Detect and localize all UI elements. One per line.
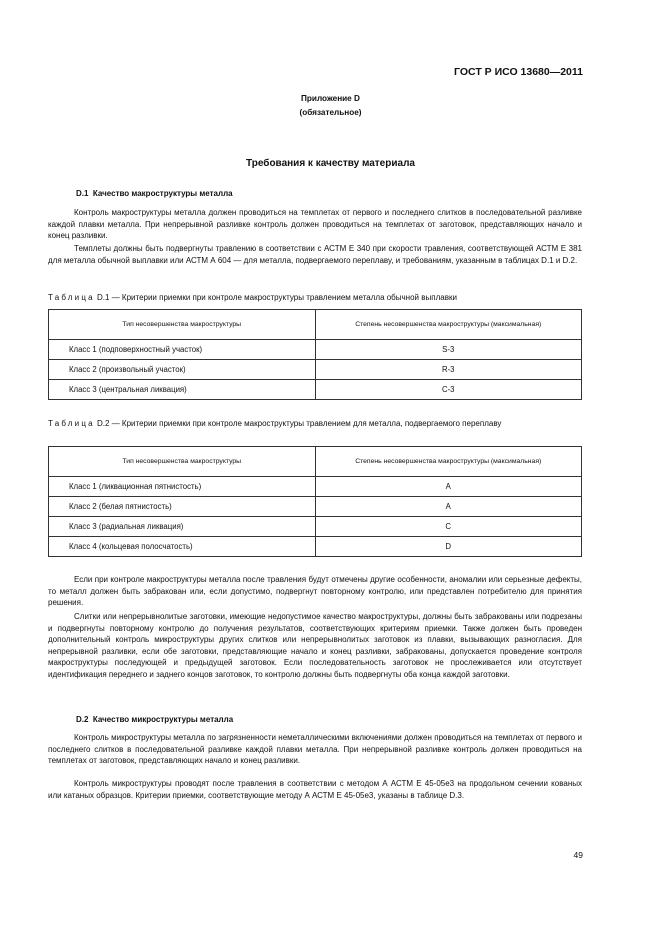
paragraph: Если при контроле макроструктуры металла после травления будут отмечены другие особенности, аномалии или серьезные дефекты, то металл должен быть забракован или, если допустимо, подвергнут повторному контролю, или представлен потребителю для принятия решения.	[48, 575, 582, 607]
section-heading-d2	[76, 715, 233, 724]
table-cell: Класс 2 (произвольный участок)	[49, 360, 316, 380]
table-cell: R-3	[315, 360, 582, 380]
table-cell: S-3	[315, 340, 582, 360]
table-caption-d2	[48, 418, 582, 429]
table-row	[49, 537, 582, 557]
table-cell: А	[315, 477, 582, 497]
table-d2	[48, 446, 582, 557]
table-row	[49, 360, 582, 380]
table-cell: А	[315, 497, 582, 517]
paragraph: Контроль макроструктуры металла должен проводиться на темплетах от первого и последнего слитков в последовательной разливке каждой плавки металла. При непрерывной разливке контроль должен проводиться на темплетах от заготовок, представляющих начало и конец разливки.	[48, 208, 582, 240]
column-header: Тип несовершенства макроструктуры	[49, 447, 316, 477]
main-title: Требования к качеству материала	[246, 158, 415, 169]
column-header: Степень несовершенства макроструктуры (максимальная)	[315, 310, 582, 340]
standard-designation: ГОСТ Р ИСО 13680—2011	[454, 66, 583, 78]
table-header-row	[49, 310, 582, 340]
paragraph: Контроль микроструктуры проводят после травления в соответствии с методом А АСТМ Е 45-05е3 на продольном сечении кованых или катаных образцов. Критерии приемки, соответствующие методу А АСТМ Е 45-05е3, указаны в таблице D.3.	[48, 779, 582, 800]
annex-status: (обязательное)	[299, 108, 362, 117]
paragraph: Слитки или непрерывнолитые заготовки, имеющие недопустимое качество макроструктуры, должны быть забракованы или подрезаны и подвергнуты повторному контролю до получения результатов, соответствующих критериям приемки. Также должен быть проведен дополнительный контроль микроструктуры других слитков или непрерывнолитых заготовок из плавки, вызывающих разногласия. Для непрерывной разливки, если обе заготовки, представляющие начало и конец разливки, забракованы, допускается проведение контроля макроструктуры последующей и предыдущей заготовок. Если последовательность заготовок не прослеживается или отсутствует идентификация переднего и заднего концов заготовок, то контролю должны быть подвергнуты оба конца каждой заготовки.	[48, 612, 582, 679]
table-row	[49, 380, 582, 400]
caption-text: D.2 — Критерии приемки при контроле макроструктуры травлением для металла, подвергаемого переплаву	[97, 419, 502, 428]
table-cell: С	[315, 517, 582, 537]
table-d1	[48, 309, 582, 400]
caption-text: D.1 — Критерии приемки при контроле макроструктуры травлением металла обычной выплавки	[97, 293, 457, 302]
section-title: Качество микроструктуры металла	[92, 715, 234, 724]
paragraph: Контроль микроструктуры металла по загрязненности неметаллическими включениями должен проводиться на темплетах от первого и последнего слитков в последовательной разливке каждой плавки металла. При непрерывной разливке контроль должен проводиться на темплетах от заготовок, представляющих начало и конец разливки.	[48, 733, 582, 765]
table-row	[49, 340, 582, 360]
table-cell: Класс 3 (центральная ликвация)	[49, 380, 316, 400]
table-row	[49, 497, 582, 517]
table-cell: С-3	[315, 380, 582, 400]
paragraph: Темплеты должны быть подвергнуты травлению в соответствии с АСТМ Е 340 при скорости травления, соответствующей АСТМ Е 381 для металла обычной выплавки или АСТМ А 604 — для металла, подвергаемого переплаву, и требованиям, указанным в таблицах D.1 и D.2.	[48, 244, 582, 265]
table-cell: Класс 2 (белая пятнистость)	[49, 497, 316, 517]
table-cell: Класс 3 (радиальная ликвация)	[49, 517, 316, 537]
table-row	[49, 477, 582, 497]
section-heading-d1	[76, 189, 233, 198]
table-cell: Класс 1 (ликвационная пятнистость)	[49, 477, 316, 497]
section-number: D.1	[76, 189, 89, 198]
annex-title: Приложение D	[301, 94, 360, 103]
table-row	[49, 517, 582, 537]
section-number: D.2	[76, 715, 89, 724]
table-caption-d1	[48, 292, 582, 303]
table-cell: D	[315, 537, 582, 557]
section-title: Качество макроструктуры металла	[92, 189, 233, 198]
table-cell: Класс 1 (подповерхностный участок)	[49, 340, 316, 360]
column-header: Степень несовершенства макроструктуры (максимальная)	[315, 447, 582, 477]
table-header-row	[49, 447, 582, 477]
page-number: 49	[573, 850, 583, 860]
column-header: Тип несовершенства макроструктуры	[49, 310, 316, 340]
caption-prefix: Таблица	[48, 293, 95, 302]
caption-prefix: Таблица	[48, 419, 95, 428]
table-cell: Класс 4 (кольцевая полосчатость)	[49, 537, 316, 557]
